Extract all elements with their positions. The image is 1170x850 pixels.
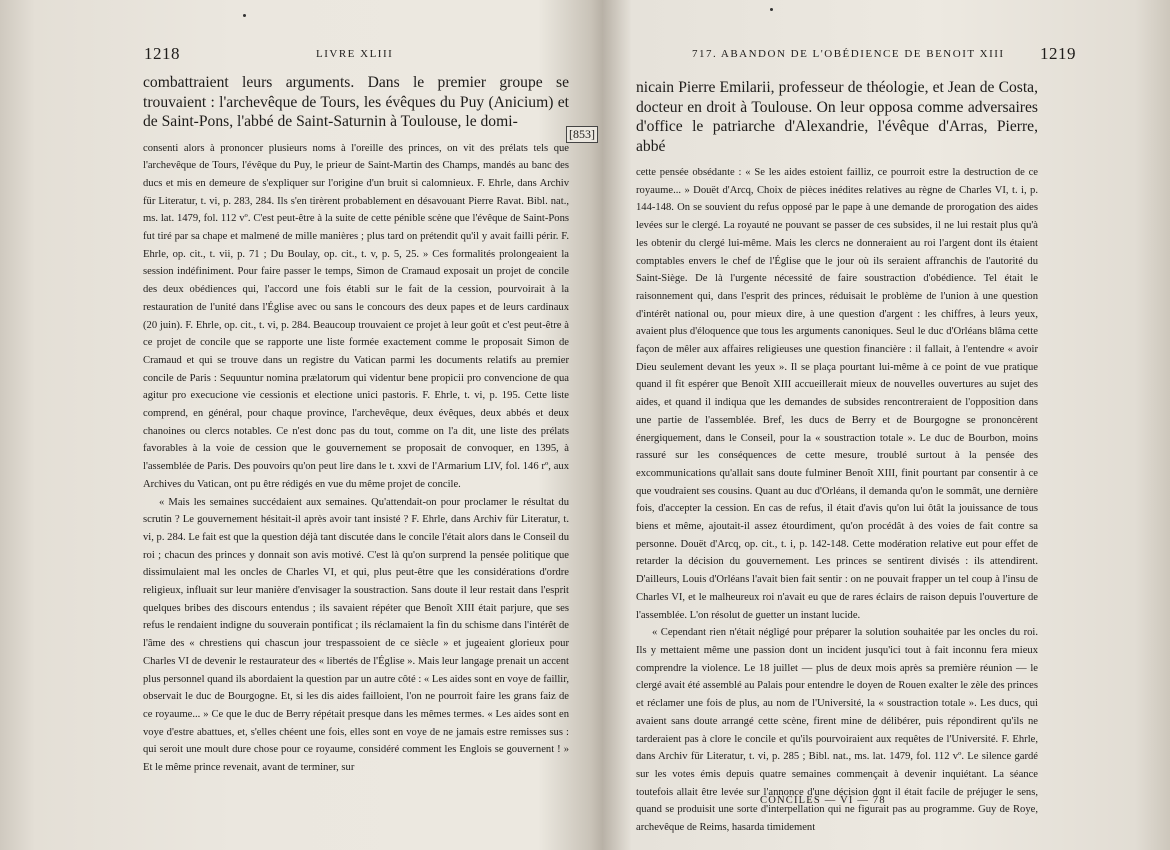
footnote-paragraph: consenti alors à prononcer plusieurs noms à l'oreille des princes, on vit des prélats tels que l'archevêque de Tours, l'évêque du Puy, le prieur de Saint-Martin des Champs, mandés au banc des ducs et mis en demeure de s'expliquer sur l'origine d'un bruit si calomnieux. F. Ehrle, dans Archiv für Literatur, t. vi, p. 283, 284. Ils s'en tirèrent probablement en désavouant Pierre Ravat. Bibl. nat., ms. lat. 1479, fol. 112 vº. C'est peut-être à la suite de cette pénible scène que l'évêque de Saint-Pons fut tiré par sa chape et malmené de mille manières ; plus tard on prétendit qu'il y avait failli périr. F. Ehrle, op. cit., t. vii, p. 71 ; Du Boulay, op. cit., t. v, p. 5, 25. » Ces formalités prolongeaient la session indéfiniment. Pour faire passer le temps, Simon de Cramaud exposait un projet de concile des deux obédiences qui, l'accord une fois établi sur le fait de la cession, pourvoirait à la restauration de l'unité dans l'Église avec ou sans le concours des deux papes et de leurs cardinaux (20 juin). F. Ehrle, op. cit., t. vi, p. 284. Beaucoup trouvaient ce projet à leur goût et c'est peut-être à ce projet de concile que se rapporte une liste formée exactement comme le proposait Simon de Cramaud et qui se trouve dans un registre du Vatican parmi les documents relatifs au premier concile de Paris : Sequuntur nomina prælatorum qui videntur bene propicii pro convencione de qua agitur pro execucione vie cessionis et electione unici pastoris. F. Ehrle, t. vi, p. 195. Cette liste comprend, en général, pour chaque province, l'archevêque, deux évêques, deux abbés et deux chanoines ou clercs notables. Ce n'est donc pas du tout, comme on l'a dit, une liste des prélats favorables à la voie de cession que le gouvernement se proposait de convoquer, en 1395, à l'assemblée de Paris. Des pouvoirs qu'on peut lire dans le t. xxvi de l'Armarium LIV, fol. 146 rº, aux Archives du Vatican, ont pu être rédigés en vue du même projet de concile. (143, 142, 569, 490)
page-body (636, 78, 1038, 834)
running-head: 717. ABANDON DE L'OBÉDIENCE DE BENOIT XIII (692, 48, 1005, 60)
page-number: 1219 (1040, 44, 1076, 63)
running-head: LIVRE XLIII (316, 48, 394, 60)
main-text: combattraient leurs arguments. Dans le premier groupe se trouvaient : l'archevêque de Tours, les évêques du Puy (Anicium) et de Saint-Pons, l'abbé de Saint-Saturnin à Toulouse, le domi- (143, 74, 569, 130)
footnote-paragraph: « Cependant rien n'était négligé pour préparer la solution souhaitée par les oncles du roi. Ils y mettaient même une passion dont un incident jusqu'ici tout à fait inconnu fera mieux comprendre la violence. Le 18 juillet — plus de deux mois après sa première réunion — le clergé avait été assemblé au Palais pour entendre le doyen de Rouen exalter le zèle des princes et réclamer une fois de plus, au nom de l'Université, la « soustraction totale ». Les ducs, qui avaient sans doute arrangé cette scène, firent mine de délibérer, puis répondirent qu'ils ne tarderaient pas à clore le concile et qu'ils pourvoiraient aux requêtes de l'Université. F. Ehrle, dans Archiv für Literatur, t. vi, p. 285 ; Bibl. nat., ms. lat. 1479, fol. 112 vº. Le silence gardé sur les votes émis depuis quatre semaines commençait à devenir inquiétant. La séance toutefois allait être levée sur l'annonce d'une décision dont il était facile de préjuger le sens, quand se produisit une sorte d'interpellation qui ne figurait pas au programme. Guy de Roye, archevêque de Reims, hasarda timidement (636, 627, 1038, 834)
right-page (598, 0, 1170, 850)
margin-note: [853] (566, 126, 598, 143)
footnote-paragraph: cette pensée obsédante : « Se les aides estoient failliz, ce pourroit estre la destruction de ce royaume... » Douët d'Arcq, Choix de pièces inédites relatives au règne de Charles VI, t. i, p. 144-148. On se souvient du refus opposé par le pape à une demande de prorogation des aides levées sur le clergé. La royauté ne pouvant se passer de ces subsides, il ne lui restait plus qu'à les obtenir du clergé lui-même. Mais les clercs ne donneraient au roi l'argent dont ils étaient comptables envers le chef de l'Église que le jour où ils seraient affranchis de l'autorité du Saint-Siège. De là l'urgente nécessité de faire soustraction d'obédience. Tel était le raisonnement qui, dans l'esprit des princes, réduisait le problème de l'union à une question d'intérêt national ou, pour mieux dire, à une question d'argent : les chiffres, à leurs yeux, avaient plus d'éloquence que tous les arguments canoniques. Seul le duc d'Orléans blâma cette façon de mêler aux affaires religieuses une question financière : il fallait, à l'entendre « avoir Dieu seulement devant les yeux ». Il se plaça pourtant lui-même à ce point de vue pratique quand il fit espérer que Benoît XIII accueillerait mieux de nouvelles ouvertures au sujet des aides, et quand il indiqua que les demandes de subsides rencontreraient de l'opposition dans une partie de l'assemblée. Bref, les ducs de Berry et de Bourgogne se prononcèrent énergiquement, dans le Conseil, pour la « soustraction totale ». Le duc de Bourbon, moins rassuré sur les conséquences de cette mesure, troublé surtout à la pensée des excommunications qu'allait sans doute fulminer Benoît XIII, finit pourtant par consentir à ce que voudraient ses cousins. Quant au duc d'Orléans, il demanda qu'on le sommât, une dernière fois, d'accepter la cession. En cas de refus, il était d'avis qu'on lui ôtât la jouissance de tous biens et même, ajoutait-il assez étourdiment, qu'on procédât à des voies de fait contre sa personne. Douët d'Arcq, op. cit., t. i, p. 142-148. Cette modération relative eut pour effet de retarder la décision du gouvernement. Les princes se sentirent divisés : ils attendirent. D'ailleurs, Louis d'Orléans l'avait bien fait sentir : on ne pouvait frapper un tel coup à l'insu de Charles VI, et le malheureux roi n'avait eu que de rares éclairs de raison depuis l'ouverture de l'assemblée. L'on résolut de guetter un instant lucide. (636, 167, 1038, 621)
signature-footer: CONCILES — VI — 78 (760, 795, 886, 806)
footnote-paragraph: « Mais les semaines succédaient aux semaines. Qu'attendait-on pour proclamer le résultat du scrutin ? Le gouvernement hésitait-il après avoir tant insisté ? F. Ehrle, dans Archiv für Literatur, t. vi, p. 284. Le fait est que la question déjà tant discutée dans le concile l'était alors dans le Conseil du roi ; chacun des princes y donnait son avis motivé. C'est là qu'on surprend la pensée politique que dissimulaient mal les oncles de Charles VI, et qui, plus peut-être que les considérations d'ordre religieux, influait sur leur manière d'envisager la soustraction. Sans doute il leur restait dans l'esprit quelques bribes des discours entendus ; ils savaient répéter que Benoît XIII était parjure, que ses refus le rendaient indigne du souverain pontificat ; ils réclamaient la fin du schisme dans l'intérêt de l'âme des « chrestiens qui chascun jour trespassoient de ce siècle » et jugeaient glorieux pour Charles VI de devenir le restaurateur des « libertés de l'Église ». Mais leur langage prenait un accent plus personnel quand ils abordaient la question par un autre côté : « Les aides sont en voye de faillir, observait le duc de Bourgogne. Et, si les dis aides failloient, l'on ne pourroit faire les grans faiz de ce royaume... » Ce que le duc de Berry répétait presque dans les mêmes termes. « Les aides sont en voye d'estre abattues, et, s'elles chéent une fois, elles sont en voye de ne jamais estre remisses sus : qui seroit une moult dure chose pour ce royaume, considéré comment les Englois se gouvernent ! » Et le même prince revenait, avant de terminer, sur (143, 496, 569, 774)
page-number: 1218 (144, 44, 180, 63)
page-body (143, 73, 569, 813)
main-text: nicain Pierre Emilarii, professeur de théologie, et Jean de Costa, docteur en droit à Toulouse. On leur opposa comme adversaires d'office le patriarche d'Alexandrie, l'évêque d'Arras, Pierre, abbé (636, 79, 1038, 155)
